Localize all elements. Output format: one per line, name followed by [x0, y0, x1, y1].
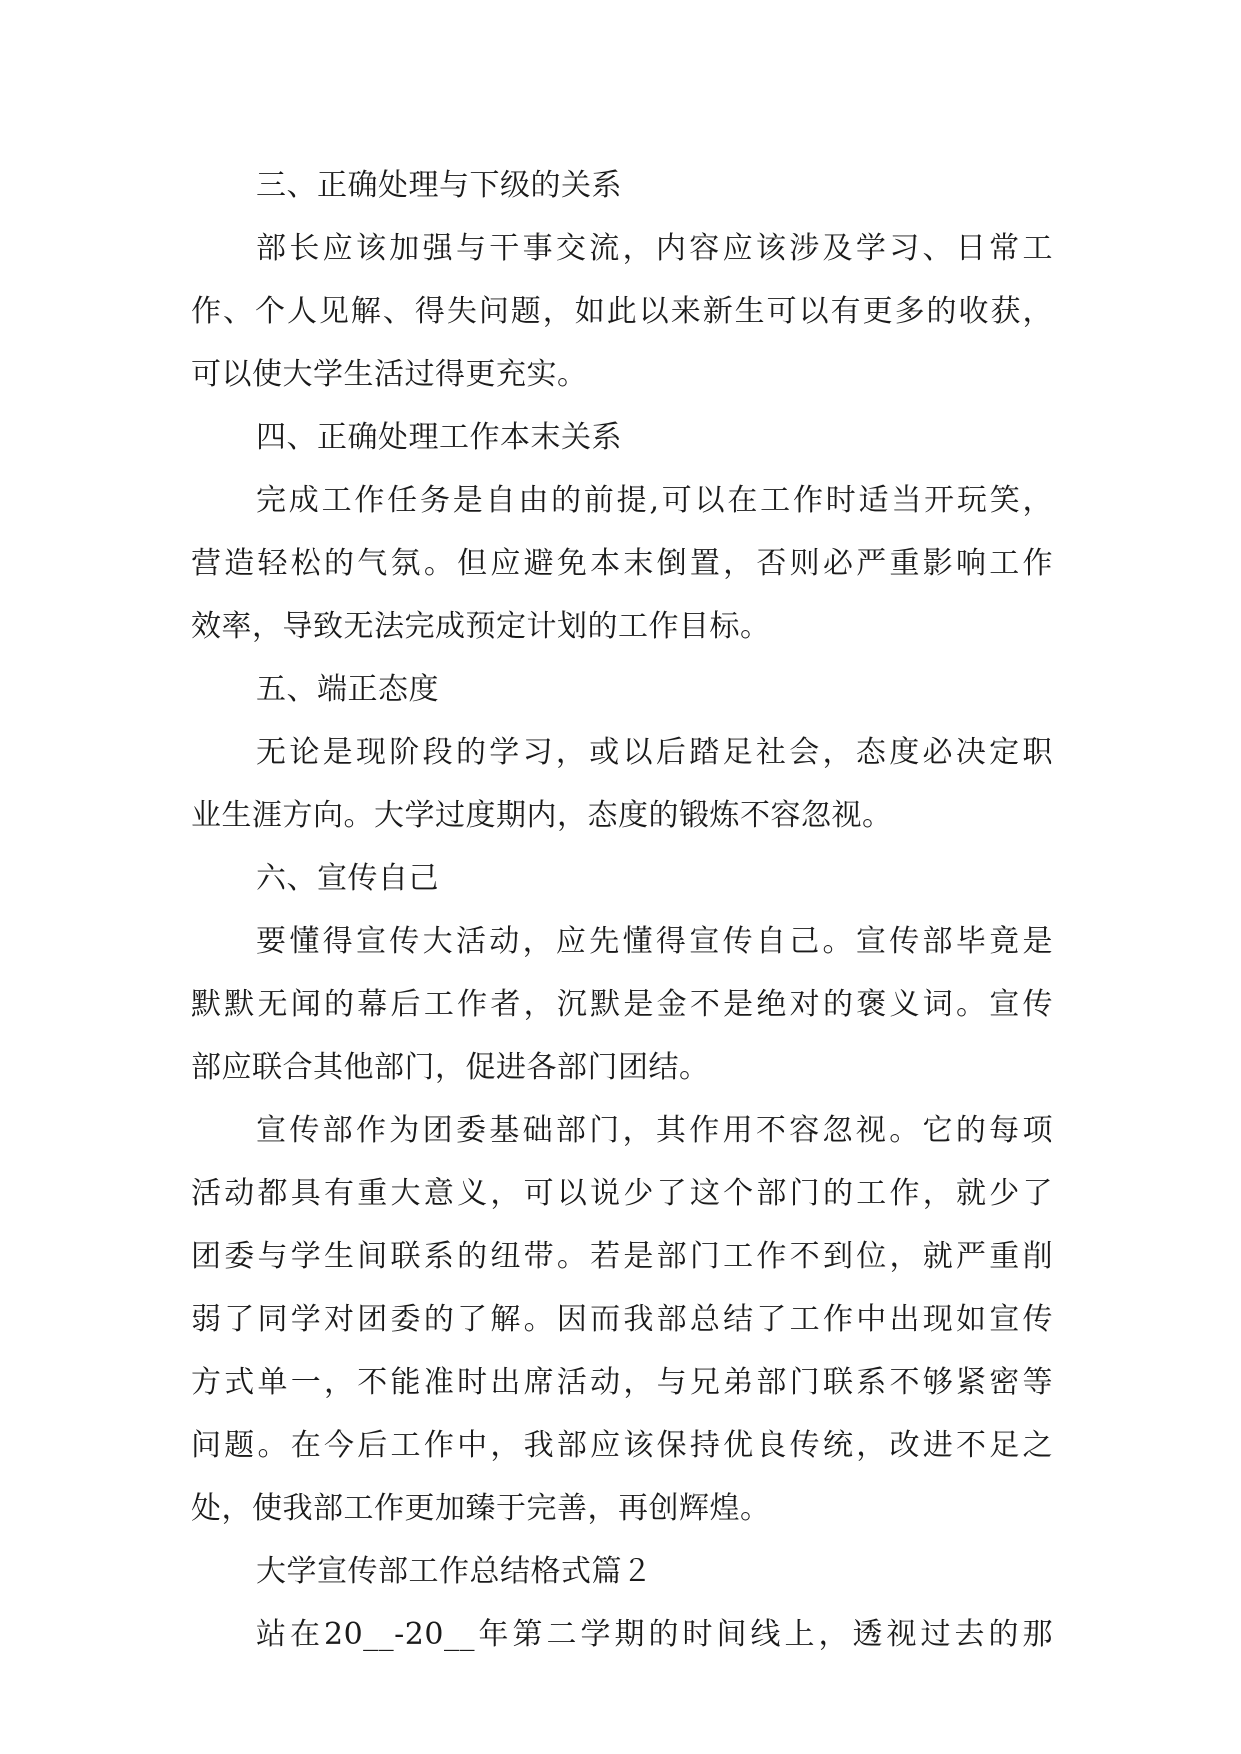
paragraph-line: 可以使大学生活过得更充实。 — [191, 357, 588, 392]
paragraph-line: 处，使我部工作更加臻于完善，再创辉煌。 — [191, 1491, 771, 1526]
paragraph-line: 弱了同学对团委的了解。因而我部总结了工作中出现如宣传 — [191, 1302, 1053, 1337]
paragraph-line: 方式单一，不能准时出席活动，与兄弟部门联系不够紧密等 — [191, 1365, 1053, 1400]
section-heading-5: 五、端正态度 — [256, 672, 439, 707]
paragraph-line: 活动都具有重大意义，可以说少了这个部门的工作，就少了 — [191, 1176, 1053, 1211]
paragraph-line: 效率，导致无法完成预定计划的工作目标。 — [191, 609, 771, 644]
paragraph-line: 作、个人见解、得失问题，如此以来新生可以有更多的收获， — [191, 294, 1053, 329]
paragraph-line: 团委与学生间联系的纽带。若是部门工作不到位，就严重削 — [191, 1239, 1053, 1274]
paragraph-line: 无论是现阶段的学习，或以后踏足社会，态度必决定职 — [256, 735, 1053, 770]
document-body — [191, 154, 1053, 1666]
paragraph-line: 完成工作任务是自由的前提,可以在工作时适当开玩笑， — [256, 483, 1053, 518]
paragraph-line: 宣传部作为团委基础部门，其作用不容忽视。它的每项 — [256, 1113, 1053, 1148]
paragraph-line: 部长应该加强与干事交流，内容应该涉及学习、日常工 — [256, 231, 1053, 266]
paragraph-line: 业生涯方向。大学过度期内，态度的锻炼不容忽视。 — [191, 798, 893, 833]
article-title: 大学宣传部工作总结格式篇２ — [256, 1554, 653, 1589]
section-heading-3: 三、正确处理与下级的关系 — [256, 168, 622, 203]
paragraph-line: 默默无闻的幕后工作者，沉默是金不是绝对的褒义词。宣传 — [191, 987, 1053, 1022]
paragraph-line: 营造轻松的气氛。但应避免本末倒置，否则必严重影响工作 — [191, 546, 1053, 581]
section-heading-4: 四、正确处理工作本末关系 — [256, 420, 622, 455]
section-heading-6: 六、宣传自己 — [256, 861, 439, 896]
paragraph-line: 问题。在今后工作中，我部应该保持优良传统，改进不足之 — [191, 1428, 1053, 1463]
paragraph-line: 要懂得宣传大活动，应先懂得宣传自己。宣传部毕竟是 — [256, 924, 1053, 959]
paragraph-line: 部应联合其他部门，促进各部门团结。 — [191, 1050, 710, 1085]
paragraph-line: 站在20__-20__年第二学期的时间线上，透视过去的那 — [256, 1617, 1053, 1652]
